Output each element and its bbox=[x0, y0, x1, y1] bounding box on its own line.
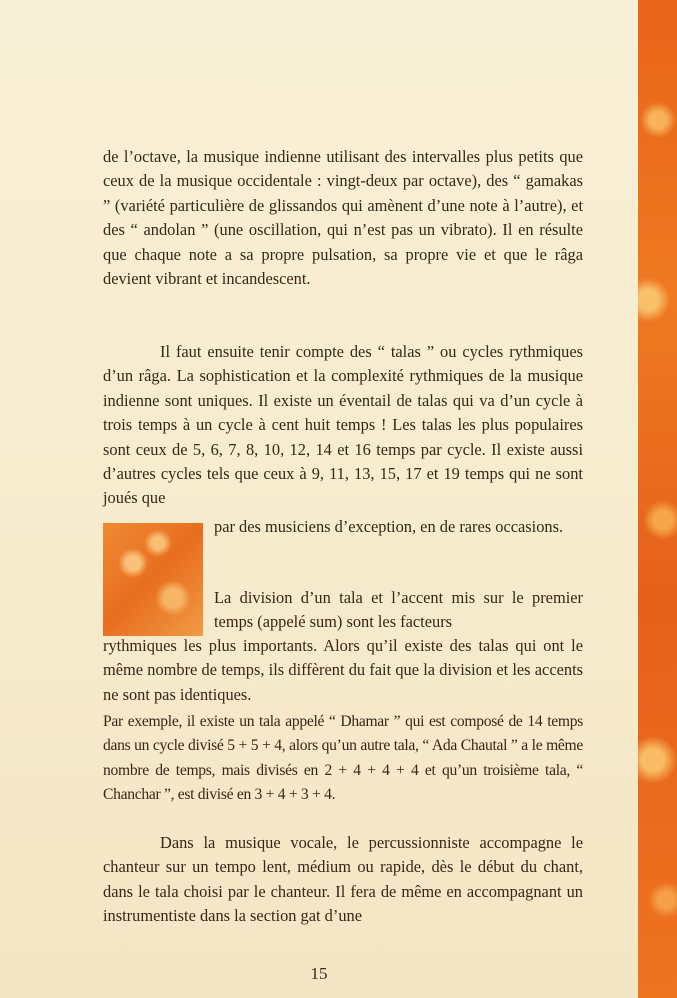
paragraph-1: de l’octave, la musique indienne utilisant des intervalles plus petits que ceux de la musique occidentale : vingt-deux par octave), des “ gamakas ” (variété particulière de glissandos qui amènent d’une note à l’autre), et des “ andolan ” (une oscillation, qui n’est pas un vibrato). Il en résulte que chaque note a sa propre pulsation, sa propre vie et que le râga devient vibrant et incandescent. bbox=[103, 147, 583, 289]
decorative-page-edge bbox=[638, 0, 677, 998]
paragraph-5: Dans la musique vocale, le percussionniste accompagne le chanteur sur un tempo lent, médium ou rapide, dès le début du chant, dans le tala choisi par le chanteur. Il fera de même en accompagnant un instrumentiste dans la section gat d’une bbox=[103, 833, 583, 926]
body-text-4 bbox=[103, 710, 583, 808]
body-text-3 bbox=[103, 634, 583, 707]
body-text-5 bbox=[103, 831, 583, 929]
paragraph-3-end: rythmiques les plus importants. Alors qu’il existe des talas qui ont le même nombre de temps, ils diffèrent du fait que la division et les accents ne sont pas identiques. bbox=[103, 636, 583, 704]
body-text-inset bbox=[214, 515, 583, 539]
body-text bbox=[103, 145, 583, 291]
paragraph-4: Par exemple, il existe un tala appelé “ Dhamar ” qui est composé de 14 temps dans un cycle divisé 5 + 5 + 4, alors qu’un autre tala, “ Ada Chautal ” a le même nombre de temps, mais divisés en 2 + 4 + 4 + 4 et qu’un troisième tala, “ Chanchar ”, est divisé en 3 + 4 + 3 + 4. bbox=[103, 713, 583, 804]
paragraph-2: Il faut ensuite tenir compte des “ talas ” ou cycles rythmiques d’un râga. La sophistication et la complexité rythmiques de la musique indienne sont uniques. Il existe un éventail de talas qui va d’un cycle à trois temps à un cycle à cent huit temps ! Les talas les plus populaires sont ceux de 5, 6, 7, 8, 10, 12, 14 et 16 temps par cycle. Il existe aussi d’autres cycles tels que ceux à 9, 11, 13, 15, 17 et 19 temps qui ne sont joués que bbox=[103, 342, 583, 508]
ornamental-image bbox=[103, 523, 203, 636]
paragraph-2-end: par des musiciens d’exception, en de rares occasions. bbox=[214, 517, 564, 536]
paragraph-3-start: La division d’un tala et l’accent mis sur le premier temps (appelé sum) sont les facteurs bbox=[214, 588, 583, 632]
page-number: 15 bbox=[310, 964, 328, 983]
body-text-2 bbox=[103, 340, 583, 511]
body-text-inset-2 bbox=[214, 586, 583, 635]
